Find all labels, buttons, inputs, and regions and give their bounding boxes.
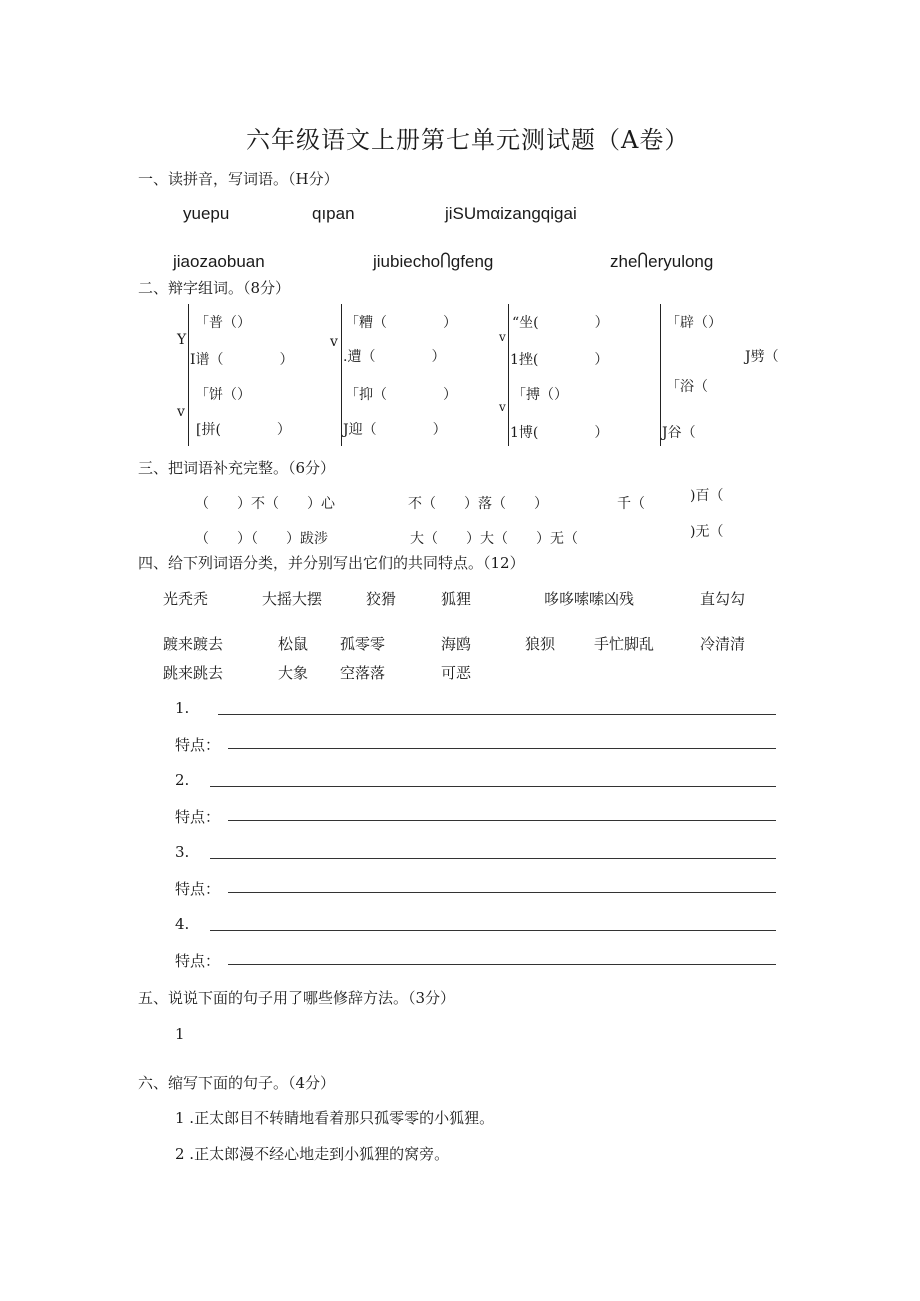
word-item: 孤零零 <box>340 635 386 653</box>
bracket-line <box>188 304 189 446</box>
pinyin-item: zheႶeryulong <box>610 252 714 271</box>
word-item: 跳来跳去 <box>163 664 224 682</box>
word-pair-item: 「糟（ ） <box>345 315 457 331</box>
answer-line[interactable] <box>210 930 776 931</box>
pinyin-item: jiSUmαizangqigai <box>445 204 577 223</box>
answer-line[interactable] <box>218 714 776 715</box>
answer-number: 2. <box>175 771 190 789</box>
bracket-line <box>660 304 661 446</box>
word-pair-item: 1挫( ） <box>510 352 609 368</box>
word-item: 狐狸 <box>441 590 472 608</box>
idiom-blank: 千（ <box>617 496 645 512</box>
word-item: 大象 <box>278 664 309 682</box>
pinyin-item: qıpan <box>312 204 355 223</box>
pinyin-item: jiubiechoႶgfeng <box>373 252 494 271</box>
feature-label: 特点： <box>175 736 221 754</box>
word-item: 松鼠 <box>278 635 309 653</box>
answer-line[interactable] <box>210 786 776 787</box>
bracket-mark: v <box>499 330 506 344</box>
section-5-heading: 五、说说下面的句子用了哪些修辞方法。（3分） <box>138 989 456 1007</box>
pinyin-item: yuepu <box>183 204 230 223</box>
feature-label: 特点： <box>175 880 221 898</box>
word-pair-item: 「搏（） <box>512 387 568 403</box>
idiom-blank: （ ）不（ ）心 <box>195 496 335 512</box>
idiom-blank: 不（ ）落（ ） <box>408 496 548 512</box>
feature-label: 特点： <box>175 808 221 826</box>
feature-line[interactable] <box>228 964 776 965</box>
word-pair-item: [拼( ） <box>196 422 291 438</box>
feature-line[interactable] <box>228 820 776 821</box>
word-pair-item: 「普（） <box>195 315 251 331</box>
idiom-blank: （ ）（ ）跋涉 <box>195 531 328 547</box>
word-item: 冷清清 <box>700 635 746 653</box>
idiom-blank: 大（ ）大（ ）无（ <box>410 531 578 547</box>
word-item: 光秃秃 <box>163 590 209 608</box>
word-item: 狼狈 <box>525 635 556 653</box>
word-item: 空落落 <box>340 664 386 682</box>
word-item: 手忙脚乱 <box>594 635 655 653</box>
section-6-heading: 六、缩写下面的句子。（4分） <box>138 1074 336 1092</box>
idiom-blank: )无（ <box>690 524 724 540</box>
bracket-mark: v <box>177 404 185 420</box>
word-pair-item: J谷（ <box>662 425 696 441</box>
word-pair-item: 1博( ） <box>510 425 609 441</box>
section-4-heading: 四、给下列词语分类，并分别写出它们的共同特点。（12） <box>138 554 525 572</box>
pinyin-item: jiaozaobuan <box>173 252 265 271</box>
answer-number: 1. <box>175 699 190 717</box>
bracket-line <box>508 304 509 446</box>
word-pair-item: .遭（ ） <box>343 349 446 365</box>
word-pair-item: J迎（ ） <box>343 422 447 438</box>
answer-number: 3. <box>175 843 190 861</box>
feature-label: 特点： <box>175 952 221 970</box>
answer-line[interactable] <box>210 858 776 859</box>
bracket-line <box>341 304 342 446</box>
feature-line[interactable] <box>228 892 776 893</box>
word-item: 可恶 <box>441 664 472 682</box>
word-pair-item: 「抑（ ） <box>345 387 457 403</box>
word-item: 海鸥 <box>441 635 472 653</box>
section-3-heading: 三、把词语补充完整。（6分） <box>138 459 336 477</box>
word-pair-item: 「辟（） <box>666 315 722 331</box>
sentence-item: 1 .正太郎目不转睛地看着那只孤零零的小狐狸。 <box>175 1109 495 1127</box>
word-pair-item: 「浴（ <box>666 379 708 395</box>
page-title: 六年级语文上册第七单元测试题（A卷） <box>246 126 690 154</box>
idiom-blank: )百（ <box>690 488 724 504</box>
word-item: 狡猾 <box>366 590 397 608</box>
bracket-mark: v <box>499 400 506 414</box>
word-pair-item: 「饼（） <box>195 387 251 403</box>
question-number: 1 <box>175 1025 185 1043</box>
bracket-mark: Y <box>177 332 187 348</box>
word-item: 直勾勾 <box>700 590 746 608</box>
word-pair-item: “坐( ） <box>512 315 609 331</box>
word-item: 大摇大摆 <box>262 590 323 608</box>
word-item: 哆哆嗦嗦凶残 <box>544 590 635 608</box>
word-pair-item: J劈（ <box>745 349 779 365</box>
answer-number: 4. <box>175 915 190 933</box>
sentence-item: 2 .正太郎漫不经心地走到小狐狸的窝旁。 <box>175 1145 450 1163</box>
word-pair-item: I谱（ ） <box>190 352 294 368</box>
word-item: 踱来踱去 <box>163 635 224 653</box>
feature-line[interactable] <box>228 748 776 749</box>
section-1-heading: 一、读拼音，写词语。（H分） <box>138 170 339 188</box>
section-2-heading: 二、辩字组词。（8分） <box>138 279 291 297</box>
bracket-mark: v <box>330 334 338 350</box>
